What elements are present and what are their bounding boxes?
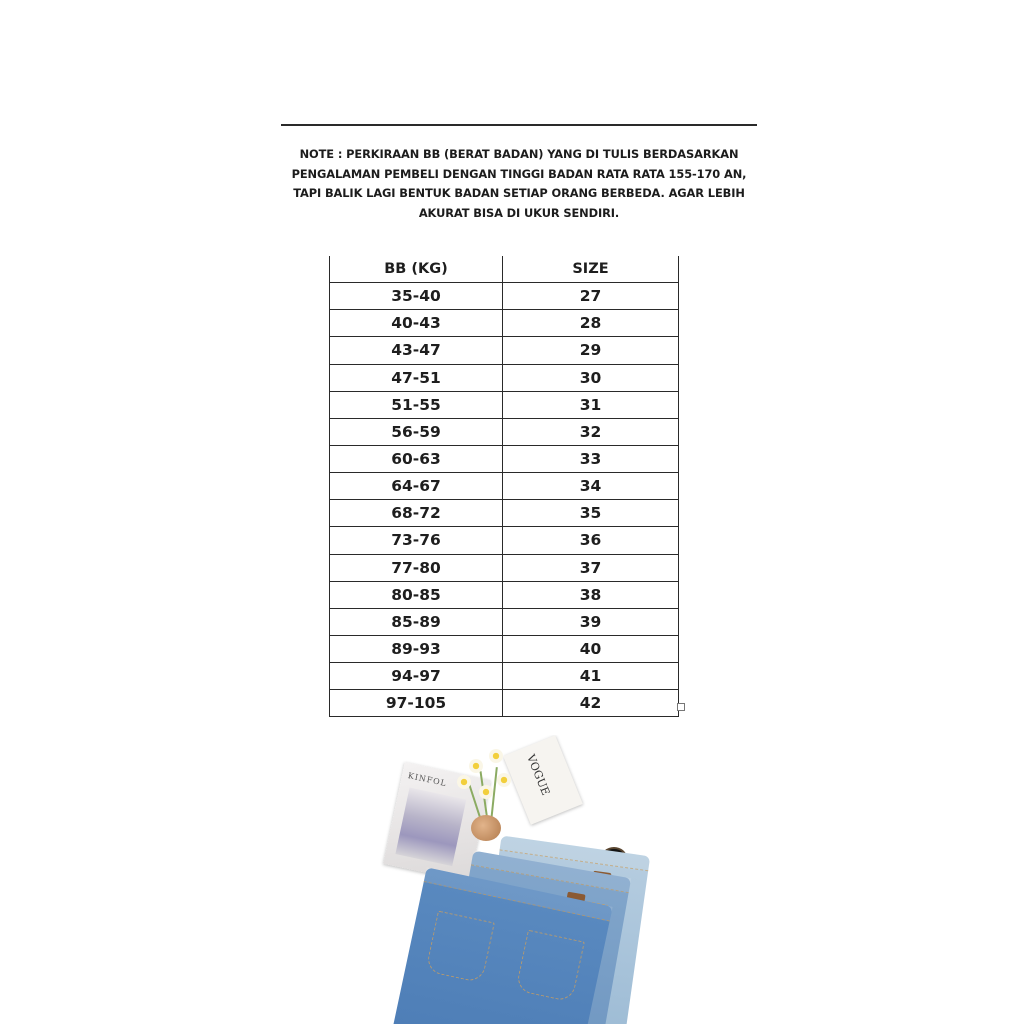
size-chart-table bbox=[329, 256, 679, 717]
size-cell: 38 bbox=[503, 581, 679, 608]
table-row bbox=[330, 473, 679, 500]
note-line: TAPI BALIK LAGI BENTUK BADAN SETIAP ORANG BERBEDA. AGAR LEBIH bbox=[293, 186, 745, 200]
table-row bbox=[330, 527, 679, 554]
table-row bbox=[330, 418, 679, 445]
weight-range-cell: 73-76 bbox=[330, 527, 503, 554]
weight-range-cell: 89-93 bbox=[330, 635, 503, 662]
table-row bbox=[330, 635, 679, 662]
table-body bbox=[330, 283, 679, 717]
weight-range-cell: 51-55 bbox=[330, 391, 503, 418]
weight-range-cell: 60-63 bbox=[330, 445, 503, 472]
size-cell: 29 bbox=[503, 337, 679, 364]
header-size: SIZE bbox=[503, 256, 679, 283]
weight-range-cell: 68-72 bbox=[330, 500, 503, 527]
size-cell: 28 bbox=[503, 310, 679, 337]
table-row bbox=[330, 337, 679, 364]
weight-range-cell: 97-105 bbox=[330, 690, 503, 717]
table-header-row bbox=[330, 256, 679, 283]
size-cell: 37 bbox=[503, 554, 679, 581]
weight-range-cell: 85-89 bbox=[330, 608, 503, 635]
vogue-magazine-title: VOGUE bbox=[524, 752, 553, 798]
size-cell: 27 bbox=[503, 283, 679, 310]
kinfolk-magazine-title: KINFOL bbox=[407, 771, 448, 789]
weight-range-cell: 35-40 bbox=[330, 283, 503, 310]
table-row bbox=[330, 690, 679, 717]
weight-range-cell: 47-51 bbox=[330, 364, 503, 391]
weight-range-cell: 64-67 bbox=[330, 473, 503, 500]
weight-range-cell: 77-80 bbox=[330, 554, 503, 581]
size-cell: 39 bbox=[503, 608, 679, 635]
weight-range-cell: 56-59 bbox=[330, 418, 503, 445]
note-line: PENGALAMAN PEMBELI DENGAN TINGGI BADAN RATA RATA 155-170 AN, bbox=[291, 166, 747, 181]
table-row bbox=[330, 283, 679, 310]
size-cell: 34 bbox=[503, 473, 679, 500]
weight-range-cell: 94-97 bbox=[330, 663, 503, 690]
table-row bbox=[330, 364, 679, 391]
top-divider bbox=[281, 124, 757, 126]
size-cell: 35 bbox=[503, 500, 679, 527]
table-row bbox=[330, 608, 679, 635]
size-cell: 40 bbox=[503, 635, 679, 662]
weight-range-cell: 80-85 bbox=[330, 581, 503, 608]
note-line: AKURAT BISA DI UKUR SENDIRI. bbox=[418, 205, 620, 220]
weight-range-cell: 43-47 bbox=[330, 337, 503, 364]
resize-handle bbox=[677, 703, 685, 711]
product-photo bbox=[355, 735, 655, 1024]
size-cell: 36 bbox=[503, 527, 679, 554]
table-row bbox=[330, 500, 679, 527]
copper-vase bbox=[471, 815, 501, 841]
table-row bbox=[330, 445, 679, 472]
size-cell: 30 bbox=[503, 364, 679, 391]
table-row bbox=[330, 663, 679, 690]
size-cell: 33 bbox=[503, 445, 679, 472]
size-cell: 41 bbox=[503, 663, 679, 690]
note-line: NOTE : PERKIRAAN BB (BERAT BADAN) YANG DI TULIS BERDASARKAN bbox=[299, 147, 739, 161]
size-cell: 42 bbox=[503, 690, 679, 717]
size-cell: 31 bbox=[503, 391, 679, 418]
header-weight: BB (KG) bbox=[330, 256, 503, 283]
size-note bbox=[270, 145, 768, 223]
weight-range-cell: 40-43 bbox=[330, 310, 503, 337]
size-cell: 32 bbox=[503, 418, 679, 445]
table-row bbox=[330, 581, 679, 608]
table-row bbox=[330, 554, 679, 581]
table-row bbox=[330, 391, 679, 418]
table-row bbox=[330, 310, 679, 337]
